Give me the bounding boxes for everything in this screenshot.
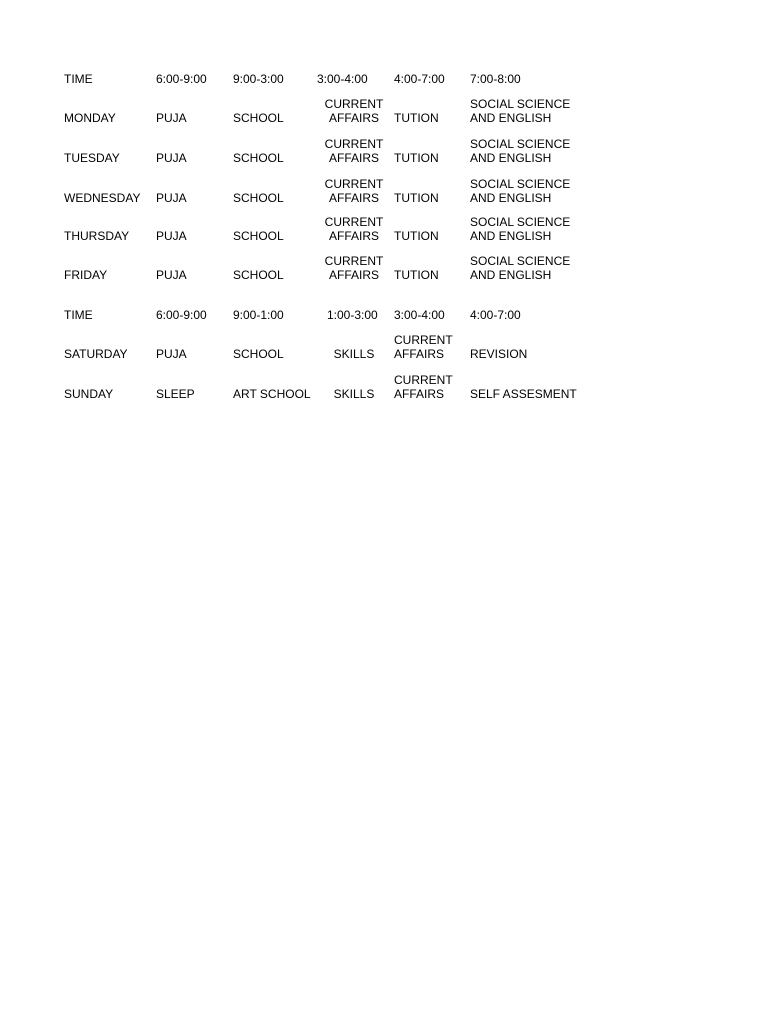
table-cell: SOCIAL SCIENCE AND ENGLISH bbox=[470, 177, 571, 205]
table-cell: SKILLS bbox=[333, 347, 375, 361]
day-cell: WEDNESDAY bbox=[64, 191, 141, 205]
table-cell: SCHOOL bbox=[233, 111, 284, 125]
table-cell: CURRENT AFFAIRS bbox=[324, 215, 384, 243]
day-cell: MONDAY bbox=[64, 111, 116, 125]
table-cell: PUJA bbox=[156, 268, 187, 282]
table-cell: SCHOOL bbox=[233, 268, 284, 282]
header-cell: TIME bbox=[64, 308, 93, 322]
day-cell: SATURDAY bbox=[64, 347, 128, 361]
header-cell: TIME bbox=[64, 72, 93, 86]
table-cell: SLEEP bbox=[156, 387, 195, 401]
day-cell: FRIDAY bbox=[64, 268, 108, 282]
header-cell: 6:00-9:00 bbox=[156, 72, 207, 86]
table-cell: PUJA bbox=[156, 347, 187, 361]
header-cell: 9:00-1:00 bbox=[233, 308, 284, 322]
table-cell: TUTION bbox=[394, 111, 439, 125]
day-cell: THURSDAY bbox=[64, 229, 130, 243]
table-cell: CURRENT AFFAIRS bbox=[324, 254, 384, 282]
header-cell: 4:00-7:00 bbox=[470, 308, 521, 322]
table-cell: PUJA bbox=[156, 111, 187, 125]
table-cell: CURRENT AFFAIRS bbox=[394, 373, 453, 401]
table-cell: SCHOOL bbox=[233, 229, 284, 243]
table-cell: SOCIAL SCIENCE AND ENGLISH bbox=[470, 215, 571, 243]
table-cell: SCHOOL bbox=[233, 347, 284, 361]
header-cell: 9:00-3:00 bbox=[233, 72, 284, 86]
day-cell: TUESDAY bbox=[64, 151, 120, 165]
header-cell: 6:00-9:00 bbox=[156, 308, 207, 322]
table-cell: CURRENT AFFAIRS bbox=[324, 177, 384, 205]
table-cell: SOCIAL SCIENCE AND ENGLISH bbox=[470, 254, 571, 282]
table-cell: PUJA bbox=[156, 191, 187, 205]
table-cell: SCHOOL bbox=[233, 151, 284, 165]
header-cell: 1:00-3:00 bbox=[327, 308, 378, 322]
header-cell: 3:00-4:00 bbox=[317, 72, 368, 86]
table-cell: REVISION bbox=[470, 347, 528, 361]
table-cell: TUTION bbox=[394, 191, 439, 205]
table-cell: TUTION bbox=[394, 229, 439, 243]
table-cell: TUTION bbox=[394, 268, 439, 282]
table-cell: CURRENT AFFAIRS bbox=[394, 333, 453, 361]
table-cell: SOCIAL SCIENCE AND ENGLISH bbox=[470, 137, 571, 165]
table-cell: SOCIAL SCIENCE AND ENGLISH bbox=[470, 97, 571, 125]
table-cell: SKILLS bbox=[333, 387, 375, 401]
table-cell: PUJA bbox=[156, 229, 187, 243]
header-cell: 3:00-4:00 bbox=[394, 308, 445, 322]
table-cell: ART SCHOOL bbox=[233, 387, 311, 401]
table-cell: PUJA bbox=[156, 151, 187, 165]
table-cell: CURRENT AFFAIRS bbox=[324, 137, 384, 165]
table-cell: CURRENT AFFAIRS bbox=[324, 97, 384, 125]
header-cell: 7:00-8:00 bbox=[470, 72, 521, 86]
header-cell: 4:00-7:00 bbox=[394, 72, 445, 86]
day-cell: SUNDAY bbox=[64, 387, 114, 401]
table-cell: TUTION bbox=[394, 151, 439, 165]
table-cell: SCHOOL bbox=[233, 191, 284, 205]
table-cell: SELF ASSESMENT bbox=[470, 387, 577, 401]
